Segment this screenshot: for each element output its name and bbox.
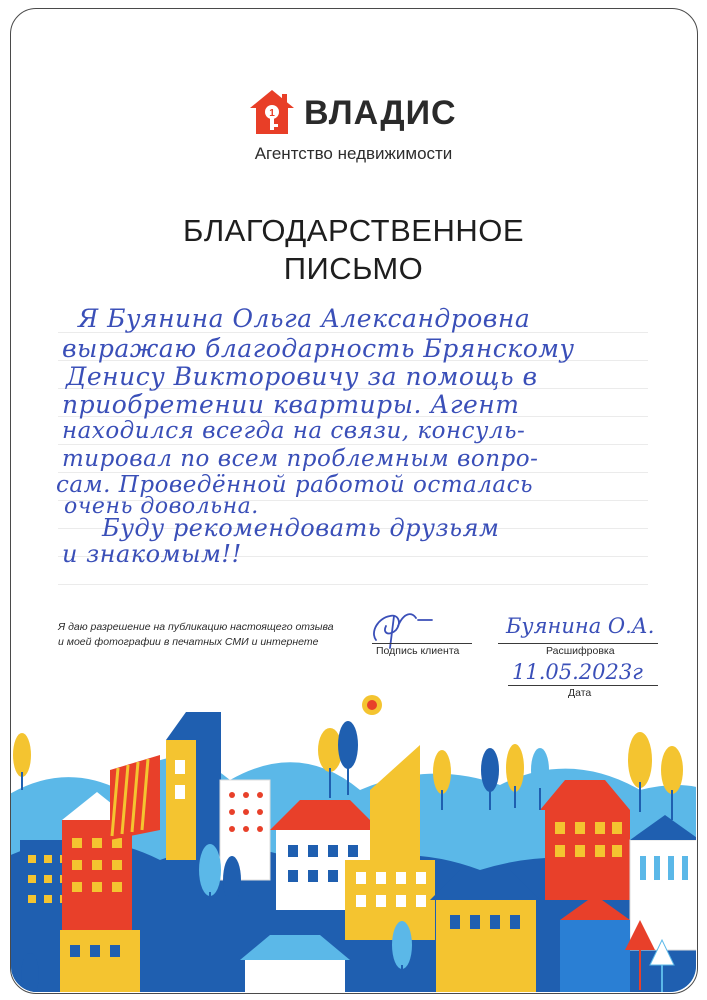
- consent-line-2: и моей фотографии в печатных СМИ и интернете: [58, 636, 319, 648]
- brand-tagline: Агентство недвижимости: [254, 144, 453, 163]
- building: [60, 930, 140, 1000]
- letter-line: приобретении квартиры. Агент: [62, 390, 520, 419]
- building: [560, 920, 630, 1000]
- decoding-value: Буянина О.А.: [506, 614, 655, 638]
- title-line-1: БЛАГОДАРСТВЕННОЕ: [182, 213, 525, 248]
- svg-text:1: 1: [269, 108, 275, 119]
- decoding-caption: Расшифровка: [546, 645, 615, 657]
- letter-line: очень довольна.: [64, 494, 259, 519]
- title-line-2: ПИСЬМО: [283, 251, 424, 286]
- letter-line: Денису Викторовичу за помощь в: [66, 362, 538, 391]
- date-caption: Дата: [568, 687, 592, 699]
- tree-icon: [21, 953, 39, 997]
- brand-name: ВЛАДИС: [304, 94, 457, 132]
- letter-line: Я Буянина Ольга Александровна: [78, 304, 531, 333]
- date-value: 11.05.2023г: [512, 660, 643, 684]
- tree-icon: [13, 733, 31, 790]
- client-signature-caption: Подпись клиента: [376, 645, 460, 657]
- letter-line: Буду рекомендовать друзьям: [102, 514, 500, 542]
- letter-line: тировал по всем проблемным вопро-: [62, 446, 539, 472]
- consent-line-1: Я даю разрешение на публикацию настоящего отзыва: [58, 621, 334, 633]
- building: [370, 745, 420, 880]
- letter-line: и знакомым!!: [62, 540, 242, 568]
- letter-line: выражаю благодарность Брянскому: [62, 334, 575, 363]
- letter-line: находился всегда на связи, консуль-: [62, 418, 526, 444]
- letter-line: сам. Проведённой работой осталась: [56, 472, 533, 498]
